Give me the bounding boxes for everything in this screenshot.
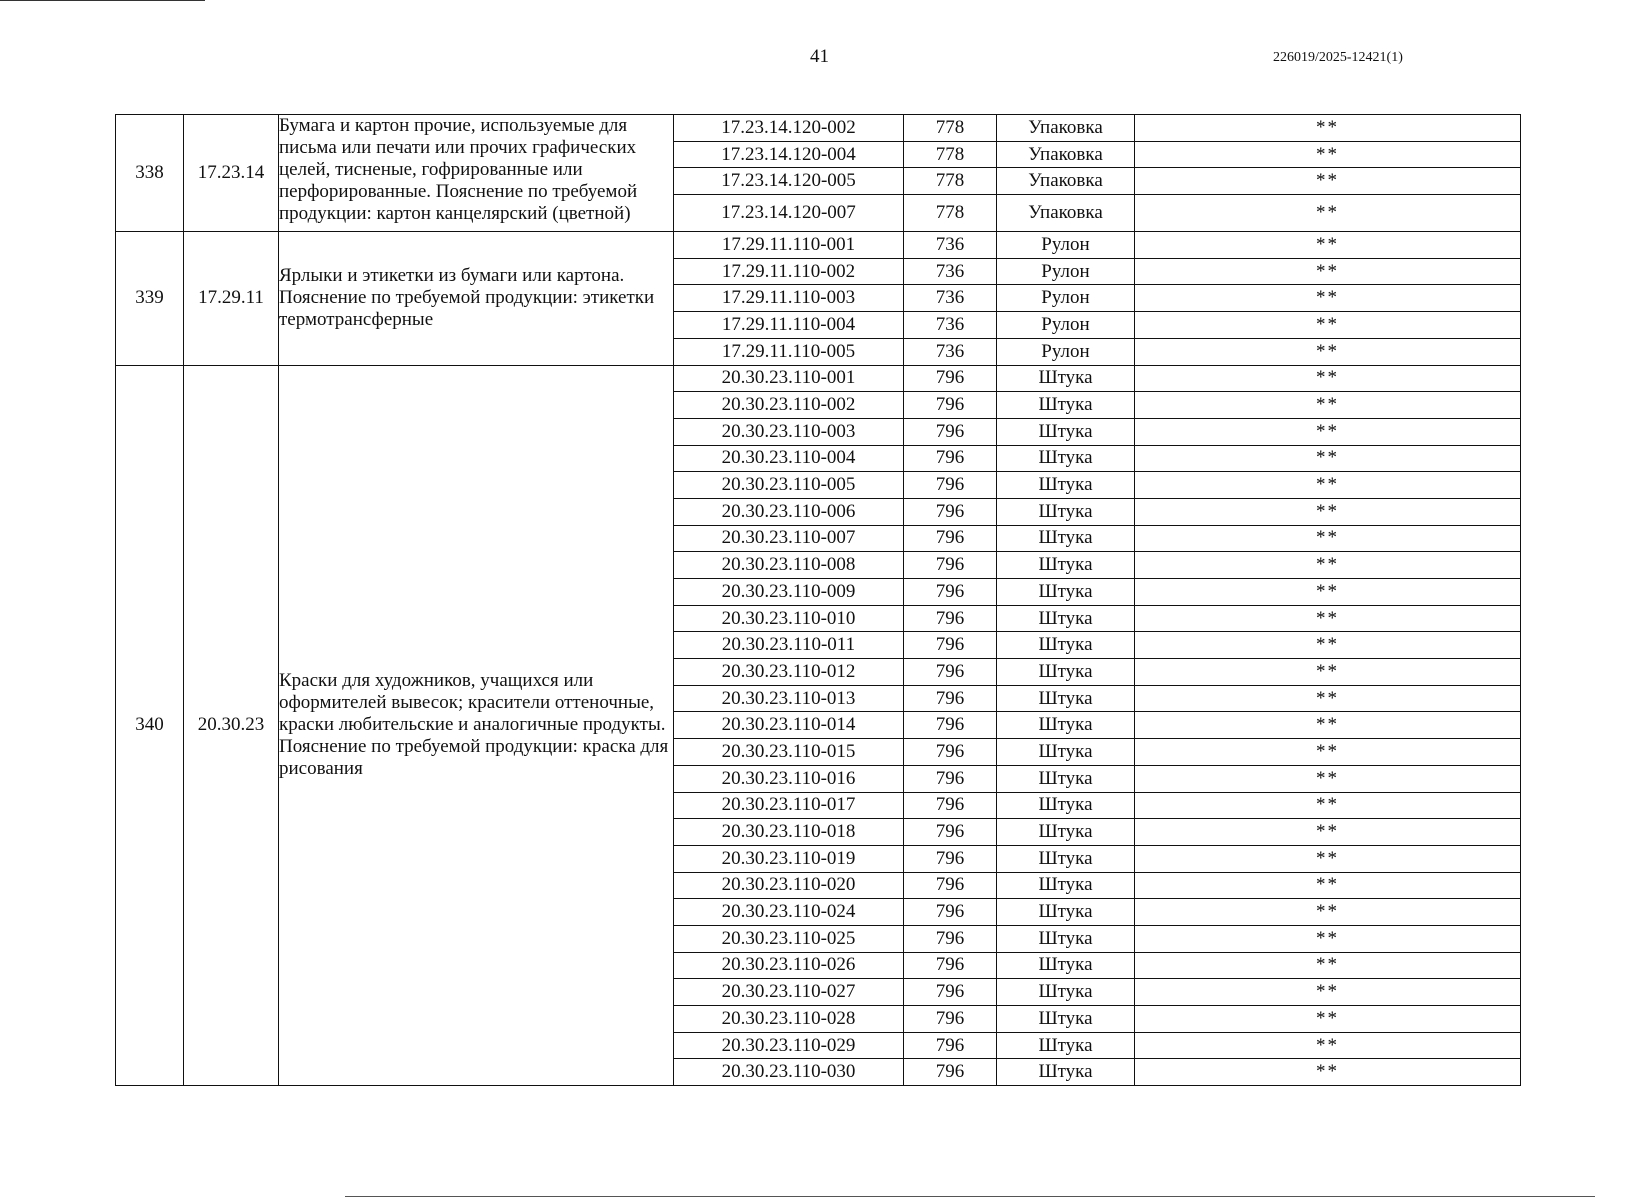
okpd2-code-cell: 20.30.23 <box>184 365 279 1086</box>
okei-code-cell: 736 <box>904 338 997 365</box>
ktru-code-cell: 20.30.23.110-008 <box>674 552 904 579</box>
okei-code-cell: 796 <box>904 1032 997 1059</box>
product-registry-table <box>115 114 1521 1086</box>
okei-code-cell: 796 <box>904 552 997 579</box>
okei-code-cell: 796 <box>904 525 997 552</box>
okpd2-code-cell: 17.29.11 <box>184 232 279 365</box>
okei-code-cell: 778 <box>904 141 997 168</box>
unit-name-cell: Упаковка <box>997 115 1135 142</box>
unit-name-cell: Штука <box>997 925 1135 952</box>
ktru-code-cell: 17.29.11.110-005 <box>674 338 904 365</box>
unit-name-cell: Штука <box>997 605 1135 632</box>
unit-name-cell: Штука <box>997 659 1135 686</box>
unit-name-cell: Упаковка <box>997 141 1135 168</box>
okpd2-code-cell: 17.23.14 <box>184 115 279 232</box>
ktru-code-cell: 20.30.23.110-002 <box>674 392 904 419</box>
okei-code-cell: 796 <box>904 819 997 846</box>
ktru-code-cell: 20.30.23.110-030 <box>674 1059 904 1086</box>
okei-code-cell: 736 <box>904 312 997 339</box>
footnote-mark-cell: ** <box>1135 1032 1521 1059</box>
footnote-mark-cell: ** <box>1135 1059 1521 1086</box>
unit-name-cell: Штука <box>997 872 1135 899</box>
ktru-code-cell: 20.30.23.110-027 <box>674 979 904 1006</box>
footnote-mark-cell: ** <box>1135 285 1521 312</box>
ktru-code-cell: 20.30.23.110-005 <box>674 472 904 499</box>
okei-code-cell: 796 <box>904 792 997 819</box>
table-row <box>116 232 1521 259</box>
unit-name-cell: Штука <box>997 792 1135 819</box>
okei-code-cell: 796 <box>904 605 997 632</box>
footnote-mark-cell: ** <box>1135 168 1521 195</box>
okei-code-cell: 778 <box>904 115 997 142</box>
footnote-mark-cell: ** <box>1135 472 1521 499</box>
okei-code-cell: 796 <box>904 392 997 419</box>
ktru-code-cell: 20.30.23.110-018 <box>674 819 904 846</box>
ktru-code-cell: 20.30.23.110-024 <box>674 899 904 926</box>
unit-name-cell: Штука <box>997 819 1135 846</box>
footnote-mark-cell: ** <box>1135 392 1521 419</box>
okei-code-cell: 796 <box>904 712 997 739</box>
okei-code-cell: 796 <box>904 845 997 872</box>
footnote-mark-cell: ** <box>1135 765 1521 792</box>
document-id: 226019/2025-12421(1) <box>1273 50 1403 65</box>
footnote-mark-cell: ** <box>1135 739 1521 766</box>
page-number: 41 <box>810 46 829 67</box>
unit-name-cell: Штука <box>997 445 1135 472</box>
unit-name-cell: Штука <box>997 1059 1135 1086</box>
okei-code-cell: 796 <box>904 739 997 766</box>
footnote-mark-cell: ** <box>1135 498 1521 525</box>
footnote-mark-cell: ** <box>1135 952 1521 979</box>
unit-name-cell: Рулон <box>997 232 1135 259</box>
okei-code-cell: 796 <box>904 952 997 979</box>
footnote-mark-cell: ** <box>1135 605 1521 632</box>
okei-code-cell: 796 <box>904 472 997 499</box>
table-row <box>116 365 1521 392</box>
unit-name-cell: Штука <box>997 498 1135 525</box>
unit-name-cell: Штука <box>997 579 1135 606</box>
footnote-mark-cell: ** <box>1135 872 1521 899</box>
unit-name-cell: Штука <box>997 979 1135 1006</box>
okei-code-cell: 796 <box>904 685 997 712</box>
footnote-mark-cell: ** <box>1135 1006 1521 1033</box>
ktru-code-cell: 20.30.23.110-029 <box>674 1032 904 1059</box>
item-number-cell: 340 <box>116 365 184 1086</box>
unit-name-cell: Штука <box>997 632 1135 659</box>
ktru-code-cell: 20.30.23.110-025 <box>674 925 904 952</box>
unit-name-cell: Штука <box>997 365 1135 392</box>
ktru-code-cell: 20.30.23.110-028 <box>674 1006 904 1033</box>
item-number-cell: 338 <box>116 115 184 232</box>
okei-code-cell: 796 <box>904 979 997 1006</box>
unit-name-cell: Рулон <box>997 338 1135 365</box>
ktru-code-cell: 20.30.23.110-013 <box>674 685 904 712</box>
ktru-code-cell: 17.29.11.110-001 <box>674 232 904 259</box>
unit-name-cell: Штука <box>997 952 1135 979</box>
unit-name-cell: Упаковка <box>997 168 1135 195</box>
footnote-mark-cell: ** <box>1135 899 1521 926</box>
okei-code-cell: 796 <box>904 418 997 445</box>
footnote-mark-cell: ** <box>1135 312 1521 339</box>
okei-code-cell: 778 <box>904 168 997 195</box>
okei-code-cell: 796 <box>904 365 997 392</box>
ktru-code-cell: 20.30.23.110-016 <box>674 765 904 792</box>
scan-edge-line-bottom <box>345 1196 1595 1197</box>
ktru-code-cell: 20.30.23.110-011 <box>674 632 904 659</box>
okei-code-cell: 796 <box>904 899 997 926</box>
footnote-mark-cell: ** <box>1135 338 1521 365</box>
ktru-code-cell: 20.30.23.110-010 <box>674 605 904 632</box>
footnote-mark-cell: ** <box>1135 819 1521 846</box>
unit-name-cell: Упаковка <box>997 195 1135 232</box>
unit-name-cell: Штука <box>997 418 1135 445</box>
footnote-mark-cell: ** <box>1135 232 1521 259</box>
ktru-code-cell: 20.30.23.110-003 <box>674 418 904 445</box>
okei-code-cell: 796 <box>904 659 997 686</box>
okei-code-cell: 736 <box>904 285 997 312</box>
item-number-cell: 339 <box>116 232 184 365</box>
okei-code-cell: 778 <box>904 195 997 232</box>
footnote-mark-cell: ** <box>1135 845 1521 872</box>
registry-table-body <box>116 115 1521 1086</box>
footnote-mark-cell: ** <box>1135 659 1521 686</box>
unit-name-cell: Штука <box>997 845 1135 872</box>
ktru-code-cell: 17.29.11.110-003 <box>674 285 904 312</box>
unit-name-cell: Штука <box>997 899 1135 926</box>
unit-name-cell: Штука <box>997 552 1135 579</box>
okei-code-cell: 736 <box>904 258 997 285</box>
footnote-mark-cell: ** <box>1135 685 1521 712</box>
footnote-mark-cell: ** <box>1135 258 1521 285</box>
okei-code-cell: 796 <box>904 579 997 606</box>
okei-code-cell: 796 <box>904 1059 997 1086</box>
footnote-mark-cell: ** <box>1135 632 1521 659</box>
unit-name-cell: Штука <box>997 765 1135 792</box>
footnote-mark-cell: ** <box>1135 418 1521 445</box>
ktru-code-cell: 20.30.23.110-019 <box>674 845 904 872</box>
unit-name-cell: Штука <box>997 1006 1135 1033</box>
okei-code-cell: 796 <box>904 872 997 899</box>
footnote-mark-cell: ** <box>1135 195 1521 232</box>
ktru-code-cell: 20.30.23.110-012 <box>674 659 904 686</box>
unit-name-cell: Штука <box>997 1032 1135 1059</box>
footnote-mark-cell: ** <box>1135 712 1521 739</box>
footnote-mark-cell: ** <box>1135 979 1521 1006</box>
unit-name-cell: Штука <box>997 525 1135 552</box>
ktru-code-cell: 17.23.14.120-005 <box>674 168 904 195</box>
okei-code-cell: 736 <box>904 232 997 259</box>
footnote-mark-cell: ** <box>1135 925 1521 952</box>
unit-name-cell: Штука <box>997 685 1135 712</box>
unit-name-cell: Рулон <box>997 285 1135 312</box>
unit-name-cell: Штука <box>997 392 1135 419</box>
unit-name-cell: Рулон <box>997 258 1135 285</box>
ktru-code-cell: 20.30.23.110-026 <box>674 952 904 979</box>
ktru-code-cell: 20.30.23.110-020 <box>674 872 904 899</box>
footnote-mark-cell: ** <box>1135 115 1521 142</box>
ktru-code-cell: 17.29.11.110-002 <box>674 258 904 285</box>
product-description-cell: Краски для художников, учащихся или оформителей вывесок; красители оттеночные, краски любительские и аналогичные продукты. Пояснение по требуемой продукции: краска для рисования <box>279 365 674 1086</box>
unit-name-cell: Штука <box>997 739 1135 766</box>
ktru-code-cell: 20.30.23.110-001 <box>674 365 904 392</box>
okei-code-cell: 796 <box>904 925 997 952</box>
ktru-code-cell: 20.30.23.110-006 <box>674 498 904 525</box>
okei-code-cell: 796 <box>904 1006 997 1033</box>
ktru-code-cell: 20.30.23.110-015 <box>674 739 904 766</box>
ktru-code-cell: 20.30.23.110-009 <box>674 579 904 606</box>
footnote-mark-cell: ** <box>1135 525 1521 552</box>
footnote-mark-cell: ** <box>1135 552 1521 579</box>
ktru-code-cell: 17.23.14.120-002 <box>674 115 904 142</box>
ktru-code-cell: 20.30.23.110-017 <box>674 792 904 819</box>
table-row <box>116 115 1521 142</box>
ktru-code-cell: 20.30.23.110-014 <box>674 712 904 739</box>
footnote-mark-cell: ** <box>1135 445 1521 472</box>
footnote-mark-cell: ** <box>1135 792 1521 819</box>
okei-code-cell: 796 <box>904 632 997 659</box>
footnote-mark-cell: ** <box>1135 365 1521 392</box>
scan-edge-line-top <box>0 0 205 1</box>
ktru-code-cell: 20.30.23.110-007 <box>674 525 904 552</box>
okei-code-cell: 796 <box>904 445 997 472</box>
footnote-mark-cell: ** <box>1135 141 1521 168</box>
unit-name-cell: Штука <box>997 472 1135 499</box>
ktru-code-cell: 20.30.23.110-004 <box>674 445 904 472</box>
okei-code-cell: 796 <box>904 765 997 792</box>
unit-name-cell: Штука <box>997 712 1135 739</box>
okei-code-cell: 796 <box>904 498 997 525</box>
product-description-cell: Ярлыки и этикетки из бумаги или картона. Пояснение по требуемой продукции: этикетки термотрансферные <box>279 232 674 365</box>
product-description-cell: Бумага и картон прочие, используемые для письма или печати или прочих графических целей, тисненые, гофрированные или перфорированные. Пояснение по требуемой продукции: картон канцелярский (цветной) <box>279 115 674 232</box>
ktru-code-cell: 17.23.14.120-007 <box>674 195 904 232</box>
ktru-code-cell: 17.29.11.110-004 <box>674 312 904 339</box>
ktru-code-cell: 17.23.14.120-004 <box>674 141 904 168</box>
unit-name-cell: Рулон <box>997 312 1135 339</box>
footnote-mark-cell: ** <box>1135 579 1521 606</box>
